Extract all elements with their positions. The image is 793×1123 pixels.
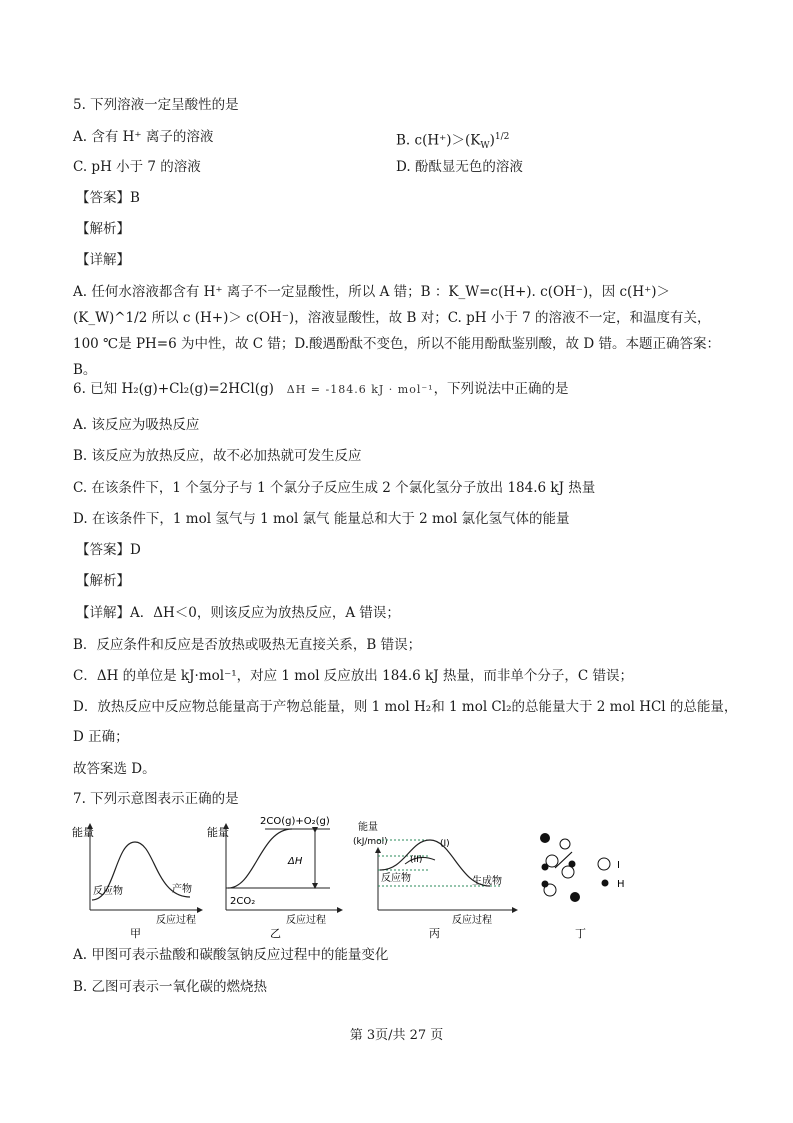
q5-detail-text: A. 任何水溶液都含有 H⁺ 离子不一定显酸性，所以 A 错；B ：K_W=c(H+). c(OH⁻)，因 c(H⁺)＞(K_W)^1/2 所以 c (H+)＞ c(OH⁻)，溶液显酸性，故 B 对；C. pH 小于 7 的溶液不一定，和温度有关，100 ℃是 PH=6 为中性，故 C 错；D.酸遇酚酞不变色，所以不能用酚酞鉴别酸，故 D 错。本题正确答案：B。	[73, 284, 720, 378]
q6-option-a: A. 该反应为吸热反应	[73, 417, 200, 433]
fig2-dh: ΔH	[288, 856, 303, 867]
fig2-caption: 乙	[270, 927, 281, 940]
figure-yi	[207, 816, 340, 940]
q5-option-d: D. 酚酞显无色的溶液	[396, 159, 523, 175]
q6-detail-c: C．ΔH 的单位是 kJ·mol⁻¹，对应 1 mol 反应放出 184.6 kJ 热量，而非单个分子，C 错误；	[73, 668, 634, 684]
q6-option-c: C. 在该条件下，1 个氢分子与 1 个氯分子反应生成 2 个氯化氢分子放出 184.6 kJ 热量	[73, 480, 596, 496]
q5-option-b: B. $c(H^+)>(K_W)^{1/2}$	[396, 132, 510, 152]
q7-option-a: A. 甲图可表示盐酸和碳酸氢钠反应过程中的能量变化	[73, 947, 389, 963]
fig1-x-label: 反应过程	[156, 915, 196, 926]
fig4-caption: 丁	[575, 927, 586, 940]
fig1-caption: 甲	[130, 927, 141, 940]
fig3-y-label: 能量	[358, 822, 378, 833]
figure-ding	[540, 833, 625, 940]
q5-stem: 5. 下列溶液一定呈酸性的是	[73, 97, 239, 113]
q7-figures	[60, 812, 700, 947]
fig4-legend-i: I	[617, 860, 620, 871]
fig1-reactant: 反应物	[93, 886, 123, 897]
fig2-bottom-label: 2CO₂	[230, 896, 256, 907]
q5-detail-label: 【详解】	[76, 252, 130, 268]
q6-answer: 【答案】D	[76, 542, 141, 558]
fig2-top-label: 2CO(g)+O₂(g)	[260, 816, 330, 827]
q7-stem: 7. 下列示意图表示正确的是	[73, 791, 239, 807]
figure-jia	[72, 825, 200, 940]
q6-detail-d: D．放热反应中反应物总能量高于产物总能量，则 1 mol H₂和 1 mol Cl₂的总能量大于 2 mol HCl 的总能量，	[73, 699, 738, 715]
page-footer: 第 3页/共 27 页	[349, 1028, 444, 1043]
q5-answer: 【答案】B	[76, 190, 140, 206]
fig3-product: 生成物	[472, 876, 502, 887]
fig3-curve-1: (I)	[440, 839, 450, 849]
fig3-curve-2: (II)	[410, 855, 423, 865]
q6-option-b: B. 该反应为放热反应，故不必加热就可发生反应	[73, 448, 362, 464]
q5-analysis-label: 【解析】	[76, 221, 130, 237]
q5-option-a: A. 含有 H⁺ 离子的溶液	[73, 129, 214, 145]
fig3-reactant: 反应物	[381, 873, 411, 884]
q6-detail-b: B．反应条件和反应是否放热或吸热无直接关系，B 错误；	[73, 637, 422, 653]
fig3-y-unit: (kJ/mol)	[353, 837, 388, 847]
fig2-x-label: 反应过程	[286, 915, 326, 926]
q6-analysis-label: 【解析】	[76, 573, 130, 589]
fig3-x-label: 反应过程	[452, 915, 492, 926]
q6-option-d: D. 在该条件下，1 mol 氢气与 1 mol 氯气 能量总和大于 2 mol 氯化氢气体的能量	[73, 511, 570, 527]
q5-option-c: C. pH 小于 7 的溶液	[73, 159, 201, 175]
figure-bing	[353, 820, 515, 940]
fig1-y-label: 能量	[72, 826, 94, 839]
fig2-y-label: 能量	[207, 826, 229, 839]
fig1-product: 产物	[172, 884, 192, 895]
q6-detail-d-cont: D 正确；	[73, 729, 129, 745]
fig4-legend-h: H	[617, 879, 625, 890]
q7-option-b: B. 乙图可表示一氧化碳的燃烧热	[73, 979, 268, 995]
q6-stem: 6. 已知 H₂(g)+Cl₂(g)=2HCl(g) ΔH = -184.6 kJ · mol⁻¹，下列说法中正确的是	[73, 381, 569, 397]
q6-conclusion: 故答案选 D。	[73, 761, 156, 777]
q6-detail-a: 【详解】A．ΔH＜0，则该反应为放热反应，A 错误；	[76, 605, 400, 621]
fig3-caption: 丙	[429, 927, 440, 940]
